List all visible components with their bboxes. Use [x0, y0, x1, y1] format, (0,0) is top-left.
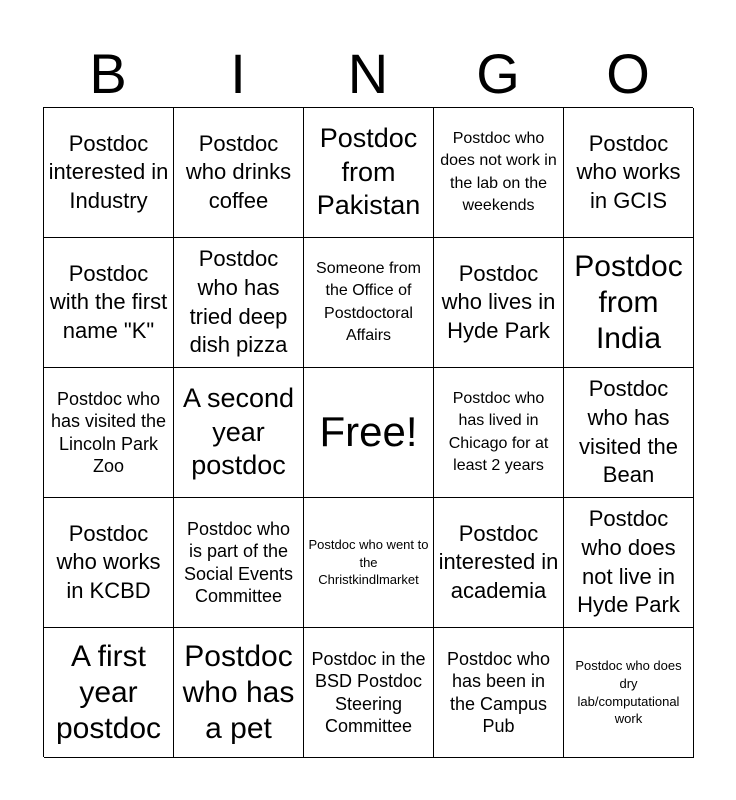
bingo-cell[interactable]	[304, 628, 434, 758]
bingo-cell[interactable]	[304, 498, 434, 628]
cell-text: Postdoc who has tried deep dish pizza	[189, 246, 288, 358]
cell-text: Postdoc who has a pet	[182, 639, 295, 745]
bingo-cell[interactable]	[174, 628, 304, 758]
cell-text: Postdoc in the BSD Postdoc Steering Committee	[311, 648, 426, 736]
bingo-cell[interactable]	[304, 108, 434, 238]
bingo-cell[interactable]	[434, 368, 564, 498]
free-space-text: Free!	[319, 408, 418, 456]
bingo-cell[interactable]	[44, 628, 174, 758]
cell-text: A first year postdoc	[55, 639, 162, 745]
bingo-cell[interactable]	[44, 108, 174, 238]
bingo-cell[interactable]	[564, 108, 694, 238]
cell-text: Postdoc who has been in the Campus Pub	[446, 648, 551, 736]
cell-text: Postdoc who does dry lab/computational work	[575, 658, 682, 727]
bingo-cell[interactable]	[564, 368, 694, 498]
header-letter-n: N	[347, 42, 389, 105]
cell-text: Postdoc who does not live in Hyde Park	[577, 506, 680, 618]
cell-text: Postdoc who works in KCBD	[56, 520, 161, 603]
header-letter-i: I	[230, 42, 246, 105]
bingo-cell[interactable]	[434, 498, 564, 628]
cell-text: Postdoc who went to the Christkindlmarket	[308, 537, 429, 588]
bingo-cell[interactable]	[434, 628, 564, 758]
cell-text: Postdoc who does not work in the lab on the weekends	[440, 129, 557, 214]
header-letter-o: O	[606, 42, 650, 105]
bingo-cell[interactable]	[304, 238, 434, 368]
cell-text: Postdoc from Pakistan	[316, 122, 421, 221]
bingo-cell[interactable]	[174, 498, 304, 628]
cell-text: Postdoc who has lived in Chicago for at least 2 years	[448, 389, 549, 474]
bingo-header	[43, 40, 693, 108]
bingo-cell[interactable]	[44, 368, 174, 498]
cell-text: Someone from the Office of Postdoctoral Affairs	[316, 259, 421, 344]
bingo-cell[interactable]	[174, 238, 304, 368]
bingo-cell[interactable]	[564, 498, 694, 628]
bingo-cell[interactable]	[44, 498, 174, 628]
cell-text: A second year postdoc	[182, 382, 295, 481]
bingo-cell[interactable]	[434, 108, 564, 238]
cell-text: Postdoc who lives in Hyde Park	[441, 260, 556, 343]
cell-text: Postdoc who works in GCIS	[576, 130, 681, 213]
bingo-cell[interactable]	[564, 628, 694, 758]
bingo-cell[interactable]	[174, 368, 304, 498]
cell-text: Postdoc who has visited the Lincoln Park Zoo	[50, 388, 167, 476]
bingo-grid	[43, 107, 693, 757]
header-letter-b: B	[89, 42, 127, 105]
bingo-cell[interactable]	[174, 108, 304, 238]
cell-text: Postdoc interested in Industry	[48, 130, 169, 213]
bingo-cell[interactable]	[564, 238, 694, 368]
free-space-cell[interactable]	[304, 368, 434, 498]
header-letter-g: G	[476, 42, 520, 105]
cell-text: Postdoc who is part of the Social Events Committee	[183, 518, 294, 606]
cell-text: Postdoc who drinks coffee	[185, 130, 292, 213]
bingo-cell[interactable]	[44, 238, 174, 368]
cell-text: Postdoc interested in academia	[438, 520, 559, 603]
bingo-cell[interactable]	[434, 238, 564, 368]
cell-text: Postdoc with the first name "K"	[49, 260, 168, 343]
cell-text: Postdoc from India	[574, 249, 683, 355]
cell-text: Postdoc who has visited the Bean	[578, 376, 679, 488]
